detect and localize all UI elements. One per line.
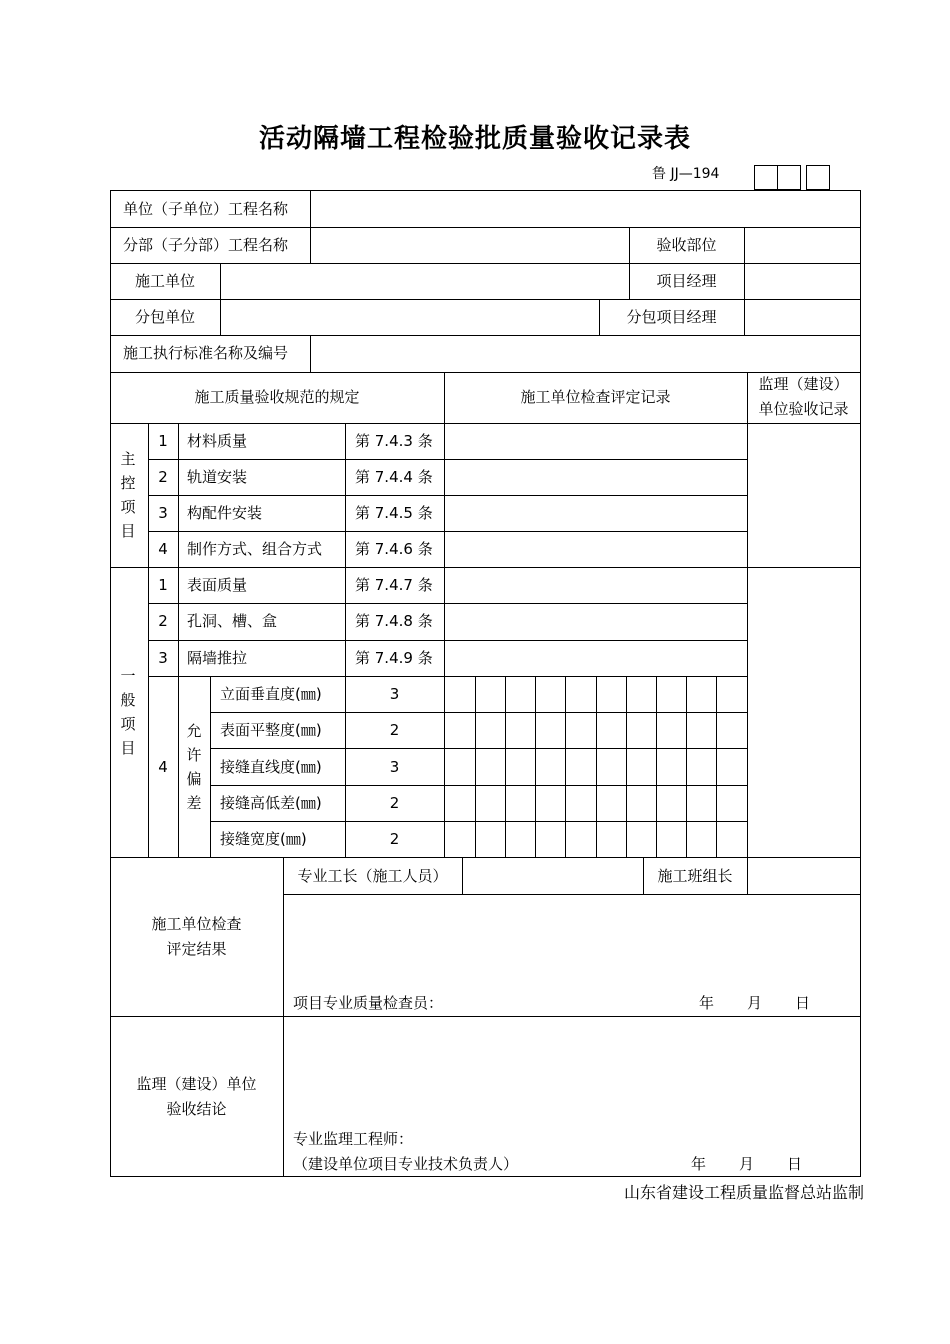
tolerance-label-4: 差 <box>186 794 202 812</box>
foreman-label: 专业工长（施工人员） <box>297 867 448 885</box>
general-item-clause: 第 7.4.7 条 <box>355 576 433 594</box>
supervision-engineer-label: 专业监理工程师： <box>293 1130 414 1148</box>
acceptance-part-label: 验收部位 <box>656 236 717 254</box>
general-label-2: 般 <box>120 691 136 709</box>
main-item-no: 1 <box>158 432 168 450</box>
supervision-conclusion-line2: 验收结论 <box>166 1100 227 1118</box>
tolerance-name: 立面垂直度(㎜) <box>220 685 322 703</box>
general-item-name: 孔洞、槽、盒 <box>187 612 278 630</box>
standard-name-label: 施工执行标准名称及编号 <box>123 344 289 362</box>
tolerance-value: 2 <box>389 721 400 739</box>
general-item-clause: 第 7.4.9 条 <box>355 649 433 667</box>
form-code: 鲁 JJ—194 <box>652 166 720 182</box>
sub-project-name-label: 分部（子分部）工程名称 <box>123 236 289 254</box>
tolerance-value: 2 <box>389 830 400 848</box>
main-item-no: 3 <box>158 504 168 522</box>
check-year-label: 年 <box>699 994 715 1012</box>
main-item-name: 构配件安装 <box>187 504 263 522</box>
subcontract-manager-label: 分包项目经理 <box>626 308 717 326</box>
check-record-header: 施工单位检查评定记录 <box>520 388 671 406</box>
main-control-label-1: 主 <box>120 450 136 468</box>
general-label-1: 一 <box>120 667 136 685</box>
construction-unit-label: 施工单位 <box>134 272 195 290</box>
general-item-no: 3 <box>158 649 168 667</box>
general-item-no: 2 <box>158 612 168 630</box>
subcontract-unit-label: 分包单位 <box>134 308 195 326</box>
main-item-no: 4 <box>158 540 168 558</box>
main-item-no: 2 <box>158 468 168 486</box>
general-item-no: 1 <box>158 576 168 594</box>
main-item-name: 轨道安装 <box>187 468 248 486</box>
check-day-label: 日 <box>795 994 811 1012</box>
owner-rep-label: （建设单位项目专业技术负责人） <box>293 1155 519 1173</box>
main-item-clause: 第 7.4.4 条 <box>355 468 433 486</box>
code-box-1[interactable] <box>754 165 778 190</box>
general-item-clause: 第 7.4.8 条 <box>355 612 433 630</box>
supervision-month-label: 月 <box>739 1155 755 1173</box>
check-result-label-line2: 评定结果 <box>166 940 227 958</box>
check-month-label: 月 <box>747 994 763 1012</box>
supervision-year-label: 年 <box>691 1155 707 1173</box>
tolerance-label-1: 允 <box>186 722 202 740</box>
main-control-label-3: 项 <box>120 498 136 516</box>
general-label-4: 目 <box>120 739 136 757</box>
main-item-name: 材料质量 <box>187 432 248 450</box>
supervision-header-line1: 监理（建设） <box>758 375 849 393</box>
footer-issuer: 山东省建设工程质量监督总站监制 <box>623 1183 864 1202</box>
tolerance-name: 接缝宽度(㎜) <box>220 830 307 848</box>
main-item-name: 制作方式、组合方式 <box>187 540 323 558</box>
tolerance-value: 2 <box>389 794 400 812</box>
code-box-2[interactable] <box>777 165 801 190</box>
general-item-name: 隔墙推拉 <box>187 649 248 667</box>
tolerance-label-3: 偏 <box>186 770 202 788</box>
code-box-3[interactable] <box>806 165 830 190</box>
tolerance-value: 3 <box>389 685 400 703</box>
form-title: 活动隔墙工程检验批质量验收记录表 <box>258 124 691 154</box>
spec-header: 施工质量验收规范的规定 <box>194 388 360 406</box>
general-label-3: 项 <box>120 715 136 733</box>
main-item-clause: 第 7.4.6 条 <box>355 540 433 558</box>
supervision-header-line2: 单位验收记录 <box>758 400 849 418</box>
project-manager-label: 项目经理 <box>656 272 717 290</box>
inspector-label: 项目专业质量检查员： <box>293 994 444 1012</box>
supervision-day-label: 日 <box>787 1155 803 1173</box>
check-result-label-line1: 施工单位检查 <box>151 915 242 933</box>
tolerance-label-2: 许 <box>186 746 202 764</box>
team-leader-label: 施工班组长 <box>657 867 733 885</box>
tolerance-name: 接缝直线度(㎜) <box>220 758 322 776</box>
tolerance-value: 3 <box>389 758 400 776</box>
tolerance-name: 接缝高低差(㎜) <box>220 794 322 812</box>
tolerance-item-no: 4 <box>158 758 168 776</box>
supervision-conclusion-line1: 监理（建设）单位 <box>136 1075 257 1093</box>
main-item-clause: 第 7.4.5 条 <box>355 504 433 522</box>
unit-project-name-label: 单位（子单位）工程名称 <box>123 200 289 218</box>
tolerance-name: 表面平整度(㎜) <box>220 721 322 739</box>
main-control-label-2: 控 <box>120 474 136 492</box>
main-item-clause: 第 7.4.3 条 <box>355 432 433 450</box>
general-item-name: 表面质量 <box>187 576 248 594</box>
main-control-label-4: 目 <box>120 522 136 540</box>
